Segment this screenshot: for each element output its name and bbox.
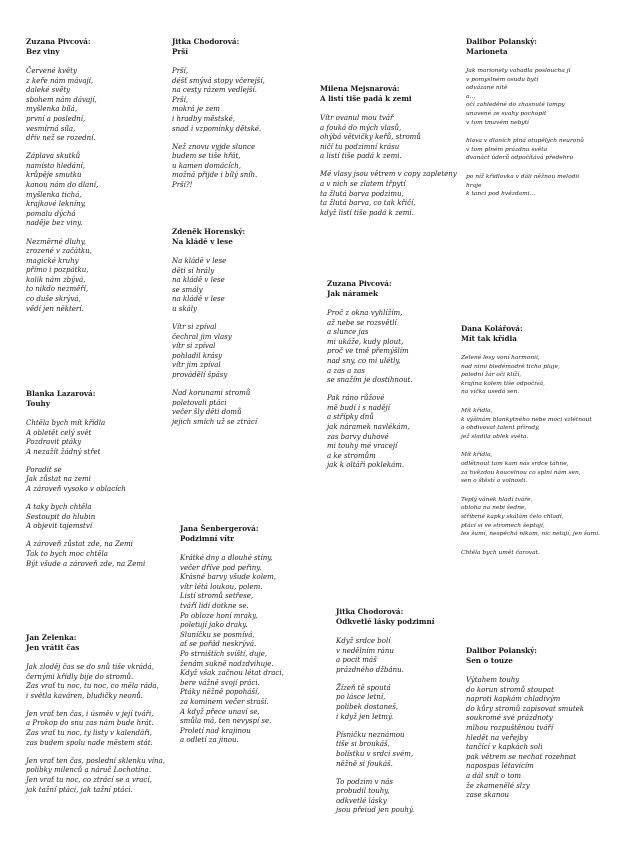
poem-line: Výtahem touhy: [466, 676, 520, 684]
poem-line: a střípky dnů: [327, 413, 374, 422]
poem-stanza: [320, 114, 457, 162]
poem-jak-naramek: [327, 279, 413, 480]
poem-line: u skály: [172, 304, 197, 313]
poem-line: na víčka usedá sen.: [461, 389, 520, 396]
poem-line: Ptáky něžně popoháší,: [180, 688, 260, 697]
poem-line: a…: [466, 93, 476, 100]
poem-line: kolik nám zbývá,: [26, 275, 86, 284]
poem-line: A objevit tajemství: [26, 522, 93, 531]
poem-line: v tom tmavém nebytí: [466, 119, 529, 126]
poem-line: stříbrné kapky skálám čelo chladí,: [461, 513, 564, 520]
poem-line: Červené květy: [26, 67, 77, 75]
poem-line: něžně si foukáš.: [336, 759, 393, 768]
poem-stanza: [336, 731, 434, 769]
poem-line: hlava v dlaních plná otupělých neuronů: [466, 138, 584, 145]
poem-line: a ke stromům: [327, 451, 376, 460]
poem-line: obloha na nebi šedne,: [461, 505, 527, 512]
poem-line: ženám sukně nadzdvihuje.: [180, 659, 274, 668]
poem-line: mi ukáže, kudy plout,: [327, 337, 404, 346]
poem-line: tváří lidí dotkne se.: [180, 601, 249, 610]
poem-line: Nezměrné dluhy,: [26, 237, 86, 246]
poem-podzimni-vitr: [180, 524, 284, 754]
poem-line: a pocit máš: [336, 656, 377, 665]
poem-title: Prší: [172, 46, 188, 56]
poem-line: Být všude a zároveň zde, na Zemi: [26, 559, 146, 568]
poem-line: i když jen letmý.: [336, 712, 394, 721]
poem-line: hledět na veřejby: [466, 733, 528, 742]
poem-line: krůpěje smutku: [26, 171, 82, 180]
poem-line: po lásce letní,: [336, 693, 386, 702]
poem-line: ohýbá větvičky keřů, stromů: [320, 133, 421, 142]
poem-stanza: [461, 549, 600, 558]
poem-line: Chtěla bych umět čarovat.: [461, 549, 540, 556]
poem-title: Mít tak křídla: [461, 333, 517, 343]
poem-line: do kůry stromů zapisovat smutek: [466, 704, 585, 713]
poem-line: Jen vrať tu noc, co ztrácí se a vrací,: [26, 775, 152, 784]
poem-line: po níž křídlovka v dáli něžnou melodii: [466, 173, 580, 180]
poem-stanza: [336, 778, 434, 816]
poem-line: les šumí, nespěchá nikam, nic netají, jen šumí.: [461, 531, 601, 538]
poem-line: Listí stromů setřese,: [180, 592, 254, 601]
poem-stanza: [26, 757, 165, 795]
poem-stanza: [466, 137, 584, 163]
poem-line: krajina kolem tiše odpočívá,: [461, 380, 545, 387]
poem-line: na kládě v lese: [172, 295, 225, 304]
poem-line: Teplý vánek hladí tváře,: [461, 496, 533, 503]
poem-line: déšť smývá stopy včerejší,: [172, 76, 265, 85]
poem-line: se snažím je dostihnout.: [327, 376, 413, 385]
poem-line: Prší?!: [172, 181, 193, 190]
poem-line: krajkové lekníny,: [26, 200, 86, 209]
poem-line: jsou přeiud jen pouhý.: [336, 806, 415, 815]
poem-line: bolístku v srdci svém,: [336, 749, 414, 758]
poem-line: polední žár oči klíží,: [461, 372, 522, 379]
poem-line: Chtěla bych mít křídla: [26, 419, 106, 427]
poem-stanza: [26, 503, 145, 532]
poem-line: zrozené v začátku,: [26, 247, 92, 256]
poem-line: Nad korunami stromů: [172, 389, 251, 398]
poem-line: v tom plném prázdnu světa: [466, 146, 548, 153]
poem-author: Dalibor Polanský:: [466, 646, 537, 655]
poem-line: Sestoupit do hlubin: [26, 512, 96, 521]
poem-line: provádělí špásy: [172, 371, 228, 380]
poem-line: poletovali ptáci: [172, 398, 227, 407]
poem-stanza: [327, 309, 413, 386]
poem-stanza: [336, 684, 434, 722]
poem-line: Žízeň tě spoutá: [336, 683, 391, 692]
poem-line: daleké světy: [26, 86, 71, 95]
poem-line: ničí tu podzimní krásu: [320, 142, 400, 151]
poem-line: jak náramek navlékám,: [327, 423, 410, 432]
poem-line: tančící v kapkách soli: [466, 743, 543, 752]
poem-line: A nezažít žádný střet: [26, 447, 101, 456]
poem-line: a obdivovat talent přírody,: [461, 425, 540, 432]
poem-line: ta žlutá barva, co tak křičí,: [320, 199, 416, 208]
poem-line: hraje: [466, 182, 482, 189]
poem-line: a fouká do mých vlasů,: [320, 123, 402, 132]
poem-line: zase skanou: [466, 791, 510, 800]
poem-line: dřív než se rozední.: [26, 134, 96, 143]
poem-stanza: [26, 663, 165, 701]
poem-line: možná přijde i bílý sníh.: [172, 171, 258, 180]
poem-bez-viny: [26, 37, 98, 323]
poem-line: napospas létavicím: [466, 762, 534, 771]
poem-author: Dalibor Polanský:: [466, 37, 537, 46]
poem-line: to nikdo nezměří,: [26, 285, 89, 294]
poem-stanza: [461, 451, 600, 485]
poem-line: za hvězdou koucelnou co splní nám sen,: [461, 469, 581, 476]
poem-line: sen o štěstí a volnosti.: [461, 478, 528, 485]
poem-author: Jitka Chodorová:: [336, 607, 404, 616]
poem-line: přímo i pozpátku,: [26, 266, 89, 275]
poem-line: dvanáct úderů odpočítává předehru: [466, 155, 574, 162]
poem-line: Pozdravit ptáky: [26, 438, 82, 447]
poem-author: Zdeněk Horenský:: [172, 227, 246, 236]
poem-stanza: [26, 710, 165, 748]
poem-line: ať se pořád neskrývá.: [180, 640, 257, 649]
poem-stanza: [461, 496, 600, 539]
poem-stanza: [461, 407, 600, 441]
poem-line: jejich smích už se ztrácí: [172, 417, 258, 426]
poem-stanza: [26, 67, 98, 144]
poem-line: A zároveň vysoko v oblacích: [26, 485, 126, 494]
poem-line: a listí tiše padá k zemi.: [320, 152, 402, 161]
poem-stanza: [26, 238, 98, 315]
poem-author: Milena Mejsnarová:: [320, 84, 400, 93]
poem-line: jež sladila oblek světa.: [461, 433, 529, 440]
poem-line: z keře nám mávají,: [26, 76, 94, 85]
poem-line: sbohem nám dávají,: [26, 95, 97, 104]
poem-line: Proletí nad krajinou: [180, 726, 251, 735]
poem-line: Mé vlasy jsou větrem v copy zapleteny: [320, 170, 457, 179]
poem-line: v pomyslném osudu bytí: [466, 76, 539, 83]
poem-line: mě budí i s nadějí: [327, 403, 390, 412]
poem-line: k výšinám blankytného nebe moci vzlétnout: [461, 416, 592, 423]
poem-line: i světla kaváren, bludičky neonů.: [26, 691, 143, 700]
poem-line: Když však začnou létat draci,: [180, 669, 284, 678]
poem-line: pak větrem se nechat rozehnat: [466, 752, 577, 761]
poem-line: bere vážně svojí práci.: [180, 678, 260, 687]
poem-line: ptáci si ve stromech šeptají,: [461, 522, 545, 529]
poem-line: Po obloze honí mraky,: [180, 611, 258, 620]
poem-line: děti si hrály: [172, 266, 215, 275]
poem-stanza: [180, 554, 284, 746]
poem-line: pomalu dýchá: [26, 209, 76, 218]
poem-author: Zuzana Pivcová:: [26, 37, 91, 46]
poem-stanza: [466, 173, 584, 199]
poem-author: Jan Zelenka:: [26, 633, 77, 642]
poem-line: budem se tiše hřát,: [172, 152, 241, 161]
poem-line: unavené ze svahy pochopit: [466, 110, 547, 117]
poem-line: Když srdce bolí: [336, 637, 391, 645]
poem-author: Blanka Lazarová:: [26, 389, 96, 398]
poem-title: Marioneta: [466, 46, 508, 56]
poem-line: a dál snít o tom: [466, 771, 521, 780]
poem-line: tiše si broukáš,: [336, 740, 390, 749]
poem-line: Jak marionety vahadla posloucha jí: [466, 68, 571, 74]
poem-line: kanou nám do dlaní,: [26, 181, 99, 190]
poem-title: Na kládě v lese: [172, 236, 233, 246]
poem-line: vítr létá loukou, polem.: [180, 582, 263, 591]
poem-line: až nebe se rozsvětlí: [327, 318, 397, 327]
poem-line: odlétnout tam kam nás srdce táhne,: [461, 460, 569, 467]
poem-stanza: [466, 676, 584, 801]
poem-sen-o-touze: [466, 646, 584, 809]
poem-line: To podzim v nás: [336, 777, 393, 786]
poem-line: Vítr ovanul mou tvář: [320, 114, 394, 122]
poem-line: večer šly děti domů: [172, 408, 242, 417]
poem-line: Jak zloděj čas se do snů tiše vkrádá,: [26, 663, 154, 671]
poem-mit-tak-kridla: [461, 324, 600, 567]
poem-line: první a poslední,: [26, 114, 86, 123]
poem-line: Na kládě v lese: [172, 257, 227, 265]
poem-line: za kominem večer straší.: [180, 697, 269, 706]
poem-stanza: [172, 67, 265, 134]
poem-line: Záplava skutků: [26, 152, 81, 161]
poem-author: Jana Šenbergerová:: [180, 524, 259, 533]
poem-line: na kládě v lese: [172, 276, 225, 285]
poem-line: magické kruhy: [26, 256, 79, 265]
poem-stanza: [336, 637, 434, 675]
poem-touhy: [26, 389, 145, 578]
poem-line: polibek dostaneš,: [336, 703, 399, 712]
poem-line: snad i vzpomínky dětské.: [172, 124, 262, 133]
poem-line: Zelené lesy voní harmonií,: [461, 355, 540, 361]
poem-title: Touhy: [26, 398, 50, 408]
poem-line: Tak to bych moc chtěla: [26, 550, 108, 559]
poem-a-listi-tise-pada: [320, 84, 457, 227]
poem-line: Sluníčku se posmívá,: [180, 630, 255, 639]
poem-line: poletují jako draky.: [180, 621, 248, 630]
poem-line: Krásné barvy všude kolem,: [180, 573, 276, 582]
poem-line: probudil touhy,: [336, 787, 390, 796]
poem-stanza: [172, 257, 257, 315]
poem-line: Zas vrať tu noc, ty listy v kalendáři,: [26, 729, 153, 738]
poem-line: večer dříve pod peřiny.: [180, 563, 262, 572]
poem-line: vítr jim zpíval: [172, 361, 221, 370]
poem-line: Krátké dny a dlouhé stíny,: [180, 554, 273, 562]
poem-line: na cesty rázem vedlejší.: [172, 86, 257, 95]
poem-line: se smály: [172, 285, 203, 294]
poem-line: namísto hledání,: [26, 161, 85, 170]
poem-line: naproti kapkám chladivým: [466, 695, 561, 704]
poem-na-klade-v-lese: [172, 227, 257, 436]
poem-line: naděje bez viny.: [26, 219, 83, 228]
poem-line: nad nimi bledémodré ticho pluje,: [461, 363, 560, 370]
poem-line: Po strništích svíští, duje,: [180, 649, 268, 658]
poem-line: jak k oltáři poklekám.: [327, 461, 405, 470]
poem-line: vědí jen některí.: [26, 304, 84, 313]
poem-line: Zas vrať tu noc, tu noc, co měla ráda,: [26, 682, 159, 691]
poem-line: Vítr si zpíval: [172, 323, 217, 332]
poem-line: soukromé své prázdnoty: [466, 714, 553, 723]
poem-line: myšlenka bílá,: [26, 105, 78, 114]
poem-line: a Prokop do snu zas nám bude hrát.: [26, 719, 154, 728]
poem-line: do korun stromů stoupat: [466, 685, 554, 694]
poem-line: mi touhy mé vracejí: [327, 442, 398, 451]
poem-line: ta žlutá barva podzimu,: [320, 189, 404, 198]
poem-line: mokrá je zem: [172, 105, 220, 114]
poem-line: vesmírná síla,: [26, 124, 76, 133]
poem-author: Dana Kolářová:: [461, 324, 523, 333]
poem-line: mlhou rozpuštěnou tváří: [466, 723, 554, 732]
poem-line: zas budem spolu nade městem stát.: [26, 738, 153, 747]
poem-line: smůla má, ten nevyspí se.: [180, 717, 272, 726]
poem-line: vítr si zpíval: [172, 342, 216, 351]
poem-stanza: [327, 394, 413, 471]
poem-line: Než znovu vyjde slunce: [172, 142, 256, 151]
poem-line: A když přece unaví se,: [180, 707, 260, 716]
poem-line: proč ve tmě přemýšlím: [327, 347, 409, 356]
poem-line: co duše skrývá,: [26, 295, 81, 304]
poem-title: A listí tiše padá k zemi: [320, 93, 412, 103]
poem-stanza: [172, 323, 257, 381]
poem-line: očí zahleděné do zhasnuté lampy: [466, 102, 565, 109]
poem-line: Jen vrať ten čas, i úsměv v její tváři,: [26, 709, 154, 718]
poem-line: prázdného džbánu.: [336, 665, 404, 674]
poem-line: Poradit se: [26, 465, 62, 474]
poem-prsi: [172, 37, 265, 199]
poem-line: Prší,: [172, 67, 189, 75]
poem-line: v nedělním ránu: [336, 646, 394, 655]
poem-stanza: [172, 389, 257, 427]
poem-line: černými křídly bije do stromů.: [26, 672, 134, 681]
poem-line: Prší,: [172, 95, 189, 104]
poem-stanza: [26, 419, 145, 457]
poem-jen-vratit-cas: [26, 633, 165, 804]
poem-line: myšlenka tichá,: [26, 190, 82, 199]
poem-line: Jak zůstat na zemi: [26, 475, 91, 484]
poem-title: Jak náramek: [327, 288, 379, 298]
poem-stanza: [320, 170, 457, 218]
poem-line: i hradby městské,: [172, 114, 236, 123]
poem-title: Odkvetlé lásky podzimní: [336, 616, 435, 626]
poem-stanza: [26, 540, 145, 569]
poem-line: Mít křídla,: [461, 407, 493, 414]
poem-title: Sen o touze: [466, 655, 513, 665]
poem-line: Pak ráno růžové: [327, 394, 385, 403]
poem-line: čechral jim vlasy: [172, 332, 232, 341]
poem-line: Mít křídla,: [461, 452, 493, 459]
poem-stanza: [461, 354, 600, 397]
poem-line: Písničku neznámou: [336, 730, 405, 739]
poem-line: Jen vrať ten čas, poslední sklenku vína,: [26, 756, 165, 765]
poem-line: když listí tiše padá k zemi.: [320, 208, 414, 217]
poem-title: Bez viny: [26, 46, 60, 56]
poem-stanza: [172, 143, 265, 191]
poem-stanza: [26, 466, 145, 495]
poem-stanza: [26, 152, 98, 229]
poem-line: odkvetlé lásky: [336, 796, 387, 805]
poem-line: u kamen domácích,: [172, 161, 241, 170]
poem-stanza: [466, 67, 584, 127]
poem-line: a odletí za jinou.: [180, 736, 239, 745]
poem-line: a zas a zas: [327, 366, 365, 375]
poem-line: odvázané nitě: [466, 85, 508, 92]
poem-line: zas barvy duhové: [327, 432, 389, 441]
poem-line: A zároveň zůstat zde, na Zemi: [26, 540, 133, 549]
poem-line: k tanci pod hvězdami…: [466, 191, 536, 198]
poem-line: A taky bych chtěla: [26, 503, 92, 512]
poem-author: Zuzana Pivcová:: [327, 279, 392, 288]
poem-author: Jitka Chodorová:: [172, 37, 240, 46]
poem-title: Podzimní vítr: [180, 533, 234, 543]
poem-line: a v nich se zlatem třpytí: [320, 180, 406, 189]
poem-odkvetle-lasky: [336, 607, 434, 825]
poem-line: pohladil krásy: [172, 351, 223, 360]
poem-line: nad sny, co mi ulétly,: [327, 356, 401, 365]
poem-line: jak tažní ptáci, jak tažní ptáci.: [26, 785, 133, 794]
poem-title: Jen vrátit čas: [26, 642, 80, 652]
poem-line: polibky milenců a náruč Lochotína.: [26, 766, 152, 775]
poem-line: že zkamenělé slzy: [466, 781, 530, 790]
poem-line: A obletět celý svět: [26, 428, 92, 437]
poem-line: a slunce jas: [327, 328, 369, 337]
poem-line: Proč z okna vyhlížím,: [327, 309, 403, 317]
poem-marioneta: [466, 37, 584, 209]
